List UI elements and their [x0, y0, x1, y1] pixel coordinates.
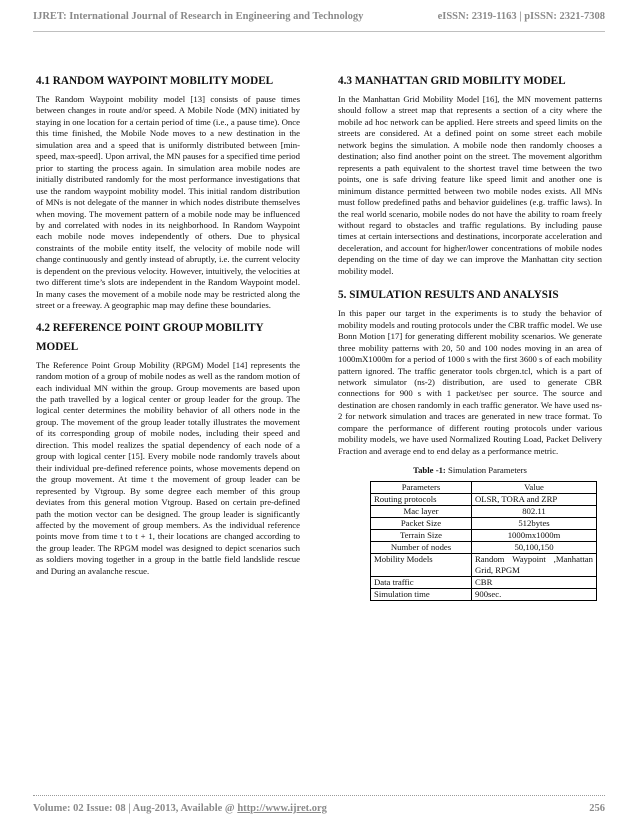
table-caption [338, 465, 602, 475]
table-cell-parameter: Routing protocols [371, 494, 472, 506]
footer-volume-info [33, 803, 327, 814]
table-row [371, 530, 597, 542]
table-header-parameters: Parameters [371, 482, 472, 494]
table-header-row [371, 482, 597, 494]
table-row [371, 542, 597, 554]
journal-title: IJRET: International Journal of Research in Engineering and Technology [33, 11, 364, 22]
table-row [371, 577, 597, 589]
table-cell-parameter: Packet Size [371, 518, 472, 530]
journal-link[interactable]: http://www.ijret.org [237, 803, 327, 814]
table-row [371, 506, 597, 518]
page-number: 256 [589, 803, 605, 814]
table-caption-label: Table -1: [413, 465, 446, 476]
table-cell-parameter: Data traffic [371, 577, 472, 589]
table-cell-value: 50,100,150 [472, 542, 597, 554]
table-row [371, 589, 597, 601]
table-cell-parameter: Simulation time [371, 589, 472, 601]
section-4-2-body: The Reference Point Group Mobility (RPGM) Model [14] represents the random motion of a group of mobile nodes as well as the random motion of each individual MN within the group. Group movements are based upon the path travelled by a logical center or group leader for the group. The logical center determines the mobility behavior of all others node in the group. The movement of the group leader totally illustrates the movement of its corresponding group of mobile nodes, including their speed and direction. This model realizes the spatial dependency of each node of a group with logical center [15]. Every mobile node randomly travels about their individual pre-defined reference points, whose movements depend on the group movement. At time t the movement of group leader can be represented by Vtgroup. By some degree each member of this group deviates from this general motion Vtgroup. Based on certain pre-defined path the motion vector can be designed. The group leader is significantly affected by the movement of group members. As the individual reference points move from time t to t + 1, their locations are changed according to the group leader. The RPGM model was designed to depict scenarios such as soldiers moving together in a group in the battle field landslide rescue and During an avalanche rescue. [36, 359, 300, 576]
table-cell-value: 1000mx1000m [472, 530, 597, 542]
section-4-3-title: 4.3 MANHATTAN GRID MOBILITY MODEL [338, 75, 566, 87]
table-cell-value: OLSR, TORA and ZRP [472, 494, 597, 506]
issn-info: eISSN: 2319-1163 | pISSN: 2321-7308 [437, 11, 605, 22]
section-5-title: 5. SIMULATION RESULTS AND ANALYSIS [338, 289, 559, 302]
section-5-body: In this paper our target in the experiments is to study the behavior of mobility models and routing protocols under the CBR traffic model. We use Bonn Motion [17] for generating different mobility scenarios. We generate three mobility patterns with 20, 50 and 100 nodes moving in an area of 1000mX1000m for a period of 1000 s with the first 3600 s of each mobility pattern ignored. The traffic generator tools cbrgen.tcl, which is a part of network simulator (ns-2) distribution, are used to generate CBR connections for 900 s with 1 packet/sec per source. The source and destination are chosen randomly in each traffic generator. We have used ns-2 for network simulation and traces are generated in new trace format. To compare the performance of different routing protocols under various mobility models, we have used Normalized Routing Load, Packet Delivery Fraction and average end to end delay as a performance metric. [338, 308, 602, 456]
table-cell-value: 900sec. [472, 589, 597, 601]
table-row [371, 554, 597, 577]
section-4-1-body: The Random Waypoint mobility model [13] consists of pause times between changes in route and/or speed. A Mobile Node (MN) initiated by staying in one location for a certain period of time (i.e., a pause time). Once this time finished, the Mobile Node moves to a new destination in the simulation area and a speed that is uniformly distributed between [min-speed, max-speed]. Upon arrival, the MN pauses for a specified time period prior to starting the process again. In simulation area mobile nodes are initially distributed randomly for the most performance investigations that use the random waypoint mobility model. This initial random distribution of MNs is not delegate of the manner in which nodes distribute themselves when moving. The movement pattern of a mobile node may be influenced by and correlated with nodes in its neighborhood. In Random Waypoint each mobile node moves independently of others. Due to physical constraints of the mobile entity itself, the velocity of mobile node will change continuously and gently instead of abruptly, i.e. the current velocity is dependent on the previous velocity. However, intuitively, the velocities at two different time’s slots are independent in the Random Waypoint model. In many cases the movement of a mobile node may be restricted along the street or a freeway. A geographic map may define these boundaries. [36, 94, 300, 311]
table-caption-text: Simulation Parameters [445, 465, 527, 476]
table-cell-value: CBR [472, 577, 597, 589]
section-4-2-title-line1: 4.2 REFERENCE POINT GROUP MOBILITY [36, 321, 264, 334]
section-4-2-title-line2: MODEL [36, 340, 79, 353]
table-cell-value: 802.11 [472, 506, 597, 518]
table-header-value: Value [472, 482, 597, 494]
header-rule [33, 31, 605, 32]
table-cell-value: 512bytes [472, 518, 597, 530]
table-cell-parameter: Mobility Models [371, 554, 472, 577]
right-column [338, 74, 602, 601]
left-column [36, 74, 300, 577]
table-cell-parameter: Number of nodes [371, 542, 472, 554]
section-4-3-body: In the Manhattan Grid Mobility Model [16], the MN movement patterns should follow a street map that represents a section of a city where the mobile ad hoc network can be applied. Here streets and speed limits on the streets are considered. At a defined point on some street each mobile network begins the simulation. A mobile node then randomly chooses a destination; also find another point on the street. The movement algorithm represents a path equivalent to the shortest travel time between the two points, one is safe driving feature like speed limit and another one is minimum distance permitted between two mobile nodes exists. All MNs must follow predefined paths and behavior guidelines (e.g. traffic laws). In the real world scenario, mobile nodes do not have the ability to roam freely without regard to obstacles and traffic regulations. By including pause times at certain intersections and destinations, incorporate acceleration and deceleration, and account for higher/lower concentrations of mobile nodes depending on the time of day we can improve the Manhattan city section mobility model. [338, 94, 602, 276]
table-row [371, 518, 597, 530]
table-cell-parameter: Mac layer [371, 506, 472, 518]
section-4-1-title: 4.1 RANDOM WAYPOINT MOBILITY MODEL [36, 75, 274, 87]
simulation-parameters-table [370, 481, 597, 601]
table-cell-parameter: Terrain Size [371, 530, 472, 542]
table-row [371, 494, 597, 506]
footer-volume: Volume: 02 Issue: 08 | Aug-2013, Available @ [33, 803, 238, 814]
footer-rule [33, 795, 605, 796]
table-cell-value: Random Waypoint ,Manhattan Grid, RPGM [472, 554, 597, 577]
